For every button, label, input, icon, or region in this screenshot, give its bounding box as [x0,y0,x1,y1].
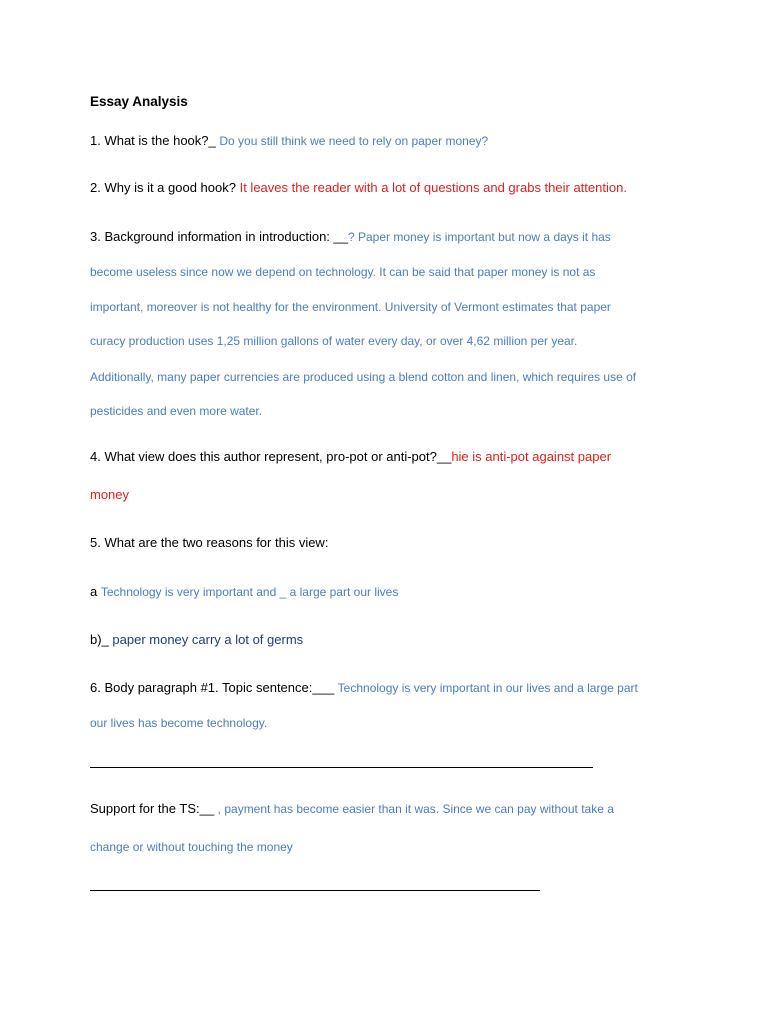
question-3-answer-line: become useless since now we depend on technology. It can be said that paper money is not as [90,265,596,279]
reason-a-prefix: a [90,584,101,599]
reason-a-text: Technology is very important and _ a large part our lives [100,585,399,599]
question-3-answer-line: curacy production uses 1,25 million gallons of water every day, or over 4,62 million per year. [90,334,578,348]
support-ts [90,801,614,817]
question-5-label: 5. What are the two reasons for this view: [90,535,329,550]
question-3-answer-line: important, moreover is not healthy for the environment. University of Vermont estimates that paper [90,300,611,314]
question-6 [90,680,638,696]
support-ts-answer-continued: change or without touching the money [90,840,293,854]
question-6-label: 6. Body paragraph #1. Topic sentence:___ [90,680,338,695]
question-6-answer: Technology is very important in our lives and a large part [337,681,638,695]
reason-b-prefix: b)_ [90,632,113,647]
question-2 [90,180,627,196]
question-3-answer-line: pesticides and even more water. [90,404,263,418]
question-4-answer: hie is anti-pot against paper [451,449,612,464]
reason-b [90,632,303,648]
reason-a [90,584,398,600]
question-3-answer-line: ? Paper money is important but now a days it has [348,230,611,244]
question-4 [90,449,611,465]
question-1 [90,133,488,149]
question-1-label: 1. What is the hook?_ [90,133,220,148]
support-ts-answer: , payment has become easier than it was. Since we can pay without take a [217,802,614,816]
question-3 [90,229,611,245]
blank-answer-line [90,767,593,768]
question-3-answer-line: Additionally, many paper currencies are produced using a blend cotton and linen, which requires use of [90,370,637,384]
question-1-answer: Do you still think we need to rely on paper money? [219,134,489,148]
question-6-answer-continued: our lives has become technology. [90,716,268,730]
reason-b-text: paper money carry a lot of germs [112,632,304,647]
support-ts-label: Support for the TS:__ [90,801,218,816]
blank-answer-line [90,890,540,891]
question-3-label: 3. Background information in introduction: __ [90,229,348,244]
question-2-label: 2. Why is it a good hook? [90,180,240,195]
question-4-label: 4. What view does this author represent, pro-pot or anti-pot?__ [90,449,452,464]
document-title: Essay Analysis [90,94,188,109]
question-4-answer-continued: money [90,487,130,502]
question-2-answer: It leaves the reader with a lot of questions and grabs their attention. [239,180,627,195]
